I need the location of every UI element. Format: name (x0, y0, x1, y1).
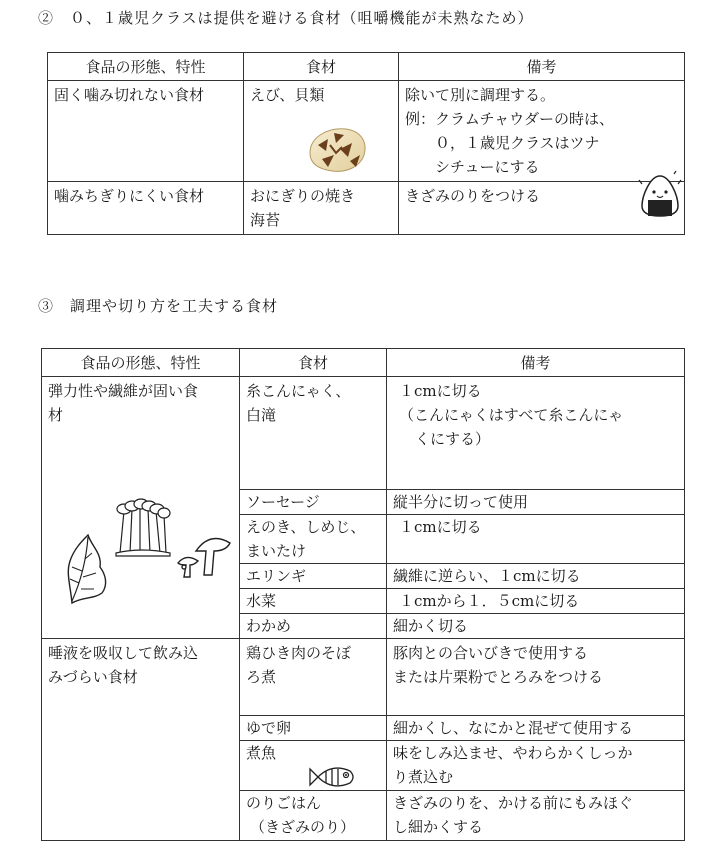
food-line: 白滝 (246, 406, 277, 424)
header-food: 食材 (240, 349, 387, 377)
food-line: まいたけ (246, 542, 307, 560)
table-row (42, 639, 685, 716)
header-form: 食品の形態、特性 (42, 349, 240, 377)
form-line: 弾力性や繊維が固い食 (48, 382, 199, 400)
form-cell: 固く噛み切れない食材 (54, 86, 205, 104)
form-line: 唾液を吸収して飲み込 (48, 644, 199, 662)
food-line: ろ煮 (246, 668, 277, 686)
form-cell: 噛みちぎりにくい食材 (54, 187, 205, 205)
section2-table (47, 52, 685, 235)
food-cell: ゆで卵 (246, 719, 292, 737)
form-line: 材 (48, 406, 64, 424)
note-line: きざみのりを、かける前にもみほぐ (393, 794, 634, 812)
food-line: 鶏ひき肉のそぼ (246, 644, 352, 662)
food-cell: 水菜 (246, 592, 277, 610)
food-cell: わかめ (246, 617, 292, 635)
header-form: 食品の形態、特性 (48, 53, 244, 81)
note-cell: １cmに切る (399, 518, 482, 536)
fish-icon (308, 763, 358, 791)
section3-heading: ③ 調理や切り方を工夫する食材 (38, 297, 279, 315)
food-cell: エリンギ (246, 567, 307, 585)
section2-heading: ② ０、１歳児クラスは提供を避ける食材（咀嚼機能が未熟なため） (38, 9, 534, 27)
note-line: 除いて別に調理する。 (405, 86, 556, 104)
note-line: 豚肉との合いびきで使用する (393, 644, 589, 662)
note-line: １cmに切る (399, 382, 482, 400)
food-cell: ソーセージ (246, 493, 320, 511)
table-row (48, 182, 685, 235)
header-note: 備考 (387, 349, 685, 377)
note-cell: 細かく切る (393, 617, 469, 635)
food-line: のりごはん (246, 794, 322, 812)
mushroom-cluster-icon (112, 497, 174, 557)
food-cell: えび、貝類 (250, 86, 325, 104)
note-line: または片栗粉でとろみをつける (393, 668, 604, 686)
food-line: おにぎりの焼き (250, 187, 356, 205)
note-line: くにする） (415, 430, 491, 448)
clam-shell-icon (306, 123, 370, 175)
note-line: 味をしみ込ませ、やわらかくしっか (393, 744, 633, 762)
note-cell: １cmから１．５cmに切る (399, 592, 580, 610)
table-row (48, 81, 685, 182)
note-line: シチューにする (435, 158, 540, 176)
note-line: （こんにゃくはすべて糸こんにゃ (399, 406, 624, 424)
mushroom-pair-icon (176, 529, 234, 579)
note-cell: きざみのりをつける (405, 187, 541, 205)
note-cell: 細かくし、なにかと混ぜて使用する (393, 719, 634, 737)
table-row (42, 377, 685, 490)
note-line: し細かくする (393, 818, 484, 836)
onigiri-character-icon (638, 170, 682, 220)
note-line: 例：クラムチャウダーの時は、 (405, 110, 614, 128)
food-line: （きざみのり） (250, 818, 356, 836)
food-line: えのき、しめじ、 (246, 518, 366, 536)
section3-table (41, 348, 685, 841)
food-cell: 煮魚 (246, 744, 277, 762)
form-line: みづらい食材 (48, 668, 138, 686)
note-cell: 縦半分に切って使用 (393, 493, 529, 511)
seaweed-leaf-icon (62, 533, 112, 605)
header-food: 食材 (244, 53, 399, 81)
note-line: ０，１歳児クラスはツナ (435, 134, 600, 152)
header-note: 備考 (399, 53, 685, 81)
food-line: 海苔 (250, 211, 281, 229)
note-line: り煮込む (393, 768, 454, 786)
note-cell: 繊維に逆らい、１cmに切る (393, 567, 581, 585)
food-line: 糸こんにゃく、 (246, 382, 351, 400)
